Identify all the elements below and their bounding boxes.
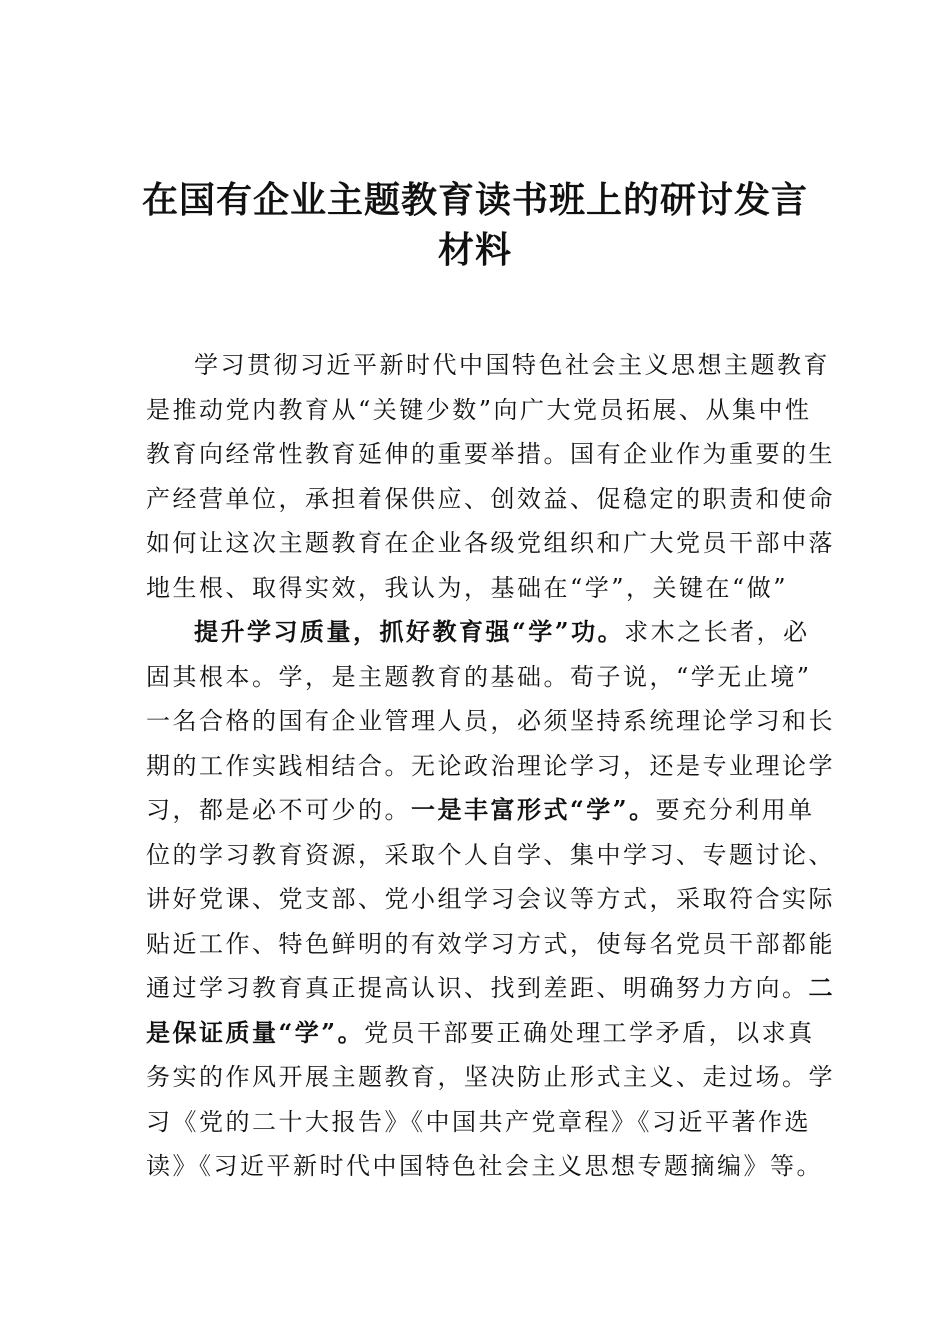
subheading-2-start: 二 [808,973,835,1002]
body-text-run: 通过学习教育真正提高认识、找到差距、明确努力方向。 [146,974,809,1002]
paragraph-2-line [146,966,835,1011]
paragraph-2-line: 习《党的二十大报告》《中国共产党章程》《习近平著作选 [146,1107,811,1136]
paragraph-2-line [146,788,815,833]
paragraph-1-line: 产经营单位，承担着保供应、创效益、促稳定的职责和使命 [146,484,835,513]
body-text-run: 党员干部要正确处理工学矛盾，以求真 [364,1018,815,1047]
document-title-continued: 材料 [437,229,512,271]
paragraph-1-line: 学习贯彻习近平新时代中国特色社会主义思想主题教育 [194,351,830,379]
paragraph-1-line: 如何让这次主题教育在企业各级党组织和广大党员干部中落 [146,529,835,557]
paragraph-2-line: 贴近工作、特色鲜明的有效学习方式，使每名党员干部都能 [146,929,835,958]
paragraph-1-line: 教育向经常性教育延伸的重要举措。国有企业作为重要的生 [146,440,835,468]
paragraph-2-line: 期的工作实践相结合。无论政治理论学习，还是专业理论学 [146,751,835,780]
paragraph-2-line: 务实的作风开展主题教育，坚决防止形式主义、走过场。学 [146,1063,835,1091]
section-heading: 提升学习质量，抓好教育强“学”功。 [194,617,625,646]
body-text-run: 求木之长者，必 [624,618,810,646]
paragraph-2-line [146,610,808,655]
document-title: 在国有企业主题教育读书班上的研讨发言 [141,179,808,221]
paragraph-2-line: 读》《习近平新时代中国特色社会主义思想专题摘编》等。 [146,1152,823,1180]
paragraph-2-line: 位的学习教育资源，采取个人自学、集中学习、专题讨论、 [146,840,835,869]
paragraph-2-line: 讲好党课、党支部、党小组学习会议等方式，采取符合实际 [146,885,835,913]
subheading-2-end: 是保证质量“学”。 [146,1017,365,1047]
paragraph-2-line: 一名合格的国有企业管理人员，必须坚持系统理论学习和长 [146,707,835,735]
body-text-run: 要充分利用单 [655,796,815,824]
paragraph-1-line: 是推动党内教育从“关键少数”向广大党员拓展、从集中性 [146,395,812,424]
body-text-run: 习，都是必不可少的。 [146,796,411,824]
paragraph-1-line: 地生根、取得实效，我认为，基础在“学”，关键在“做” [146,573,789,602]
paragraph-2-line: 固其根本。学，是主题教育的基础。荀子说，“学无止境” [146,662,812,691]
document-body [146,343,835,1189]
subheading-1: 一是丰富形式“学”。 [411,795,656,824]
paragraph-2-line [146,1011,815,1056]
